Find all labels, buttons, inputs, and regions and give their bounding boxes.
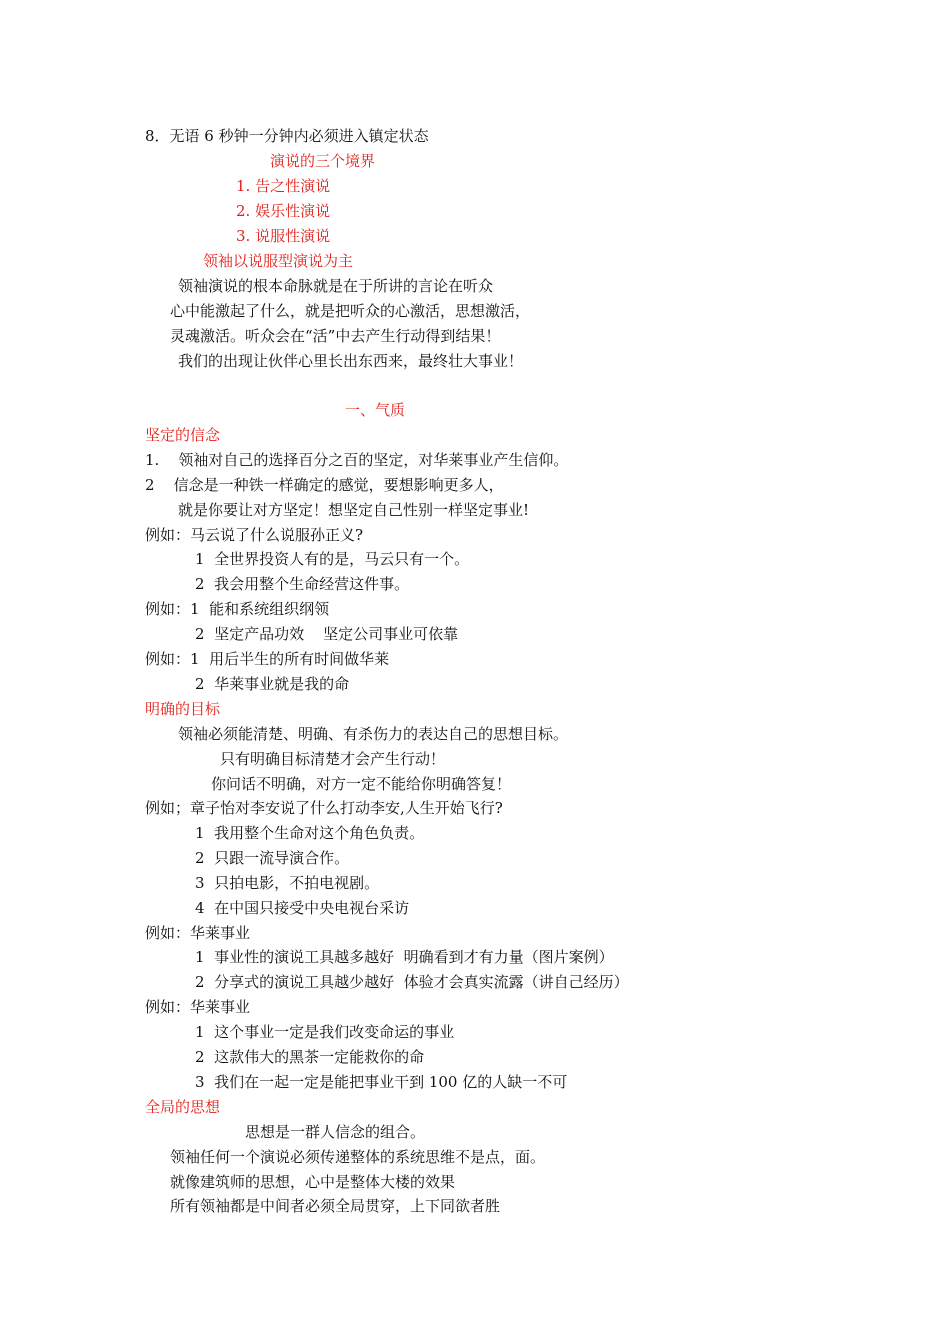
text-line: 我们的出现让伙伴心里长出东西来，最终壮大事业！ [178,352,524,370]
list-item: 1 事业性的演说工具越多越好 明确看到才有力量（图片案例） [195,948,614,966]
list-item: 1. 告之性演说 [236,177,331,195]
text-line: 2 信念是一种铁一样确定的感觉，要想影响更多人， [145,476,504,494]
list-item: 3. 说服性演说 [236,227,331,245]
text-line: 1. 领袖对自己的选择百分之百的坚定，对华莱事业产生信仰。 [145,451,569,469]
list-item: 2 这款伟大的黑茶一定能救你的命 [195,1048,425,1066]
text-line: 领袖演说的根本命脉就是在于所讲的言论在听众 [178,277,494,295]
section-heading: 坚定的信念 [145,426,221,444]
text-line: 例如：华莱事业 [145,998,251,1016]
section-heading: 领袖以说服型演说为主 [203,252,354,270]
text-line: 心中能激起了什么，就是把听众的心激活，思想激活， [170,302,531,320]
section-heading: 明确的目标 [145,700,221,718]
list-item: 1 我用整个生命对这个角色负责。 [195,824,425,842]
text-line: 8．无语 6 秒钟一分钟内必须进入镇定状态 [145,127,429,145]
text-line: 例如：华莱事业 [145,924,251,942]
chapter-heading: 一、气质 [345,401,406,419]
section-heading: 演说的三个境界 [270,152,376,170]
list-item: 1 这个事业一定是我们改变命运的事业 [195,1023,455,1041]
list-item: 2 坚定产品功效 坚定公司事业可依靠 [195,625,459,643]
text-line: 例如：1 用后半生的所有时间做华莱 [145,650,390,668]
list-item: 3 只拍电影，不拍电视剧。 [195,874,380,892]
text-line: 你问话不明确，对方一定不能给你明确答复！ [211,775,512,793]
text-line: 例如：1 能和系统组织纲领 [145,600,330,618]
section-heading: 全局的思想 [145,1098,221,1116]
text-line: 思想是一群人信念的组合。 [245,1123,426,1141]
text-line: 就像建筑师的思想，心中是整体大楼的效果 [170,1173,456,1191]
text-line: 领袖任何一个演说必须传递整体的系统思维不是点，面。 [170,1148,546,1166]
text-line: 所有领袖都是中间者必须全局贯穿，上下同欲者胜 [170,1197,501,1215]
list-item: 4 在中国只接受中央电视台采访 [195,899,410,917]
list-item: 2 我会用整个生命经营这件事。 [195,575,410,593]
list-item: 2 华莱事业就是我的命 [195,675,350,693]
list-item: 3 我们在一起一定是能把事业干到 100 亿的人缺一不可 [195,1073,568,1091]
text-line: 只有明确目标清楚才会产生行动！ [220,750,446,768]
list-item: 1 全世界投资人有的是，马云只有一个。 [195,550,470,568]
text-line: 灵魂激活。听众会在“活”中去产生行动得到结果！ [170,327,501,345]
text-line: 领袖必须能清楚、明确、有杀伤力的表达自己的思想目标。 [178,725,569,743]
text-line: 例如；章子怡对李安说了什么打动李安,人生开始飞行? [145,799,503,817]
text-line: 例如：马云说了什么说服孙正义? [145,526,364,544]
text-line: 就是你要让对方坚定！想坚定自己性别一样坚定事业! [178,501,530,519]
list-item: 2. 娱乐性演说 [236,202,331,220]
list-item: 2 分享式的演说工具越少越好 体验才会真实流露（讲自己经历） [195,973,629,991]
list-item: 2 只跟一流导演合作。 [195,849,350,867]
